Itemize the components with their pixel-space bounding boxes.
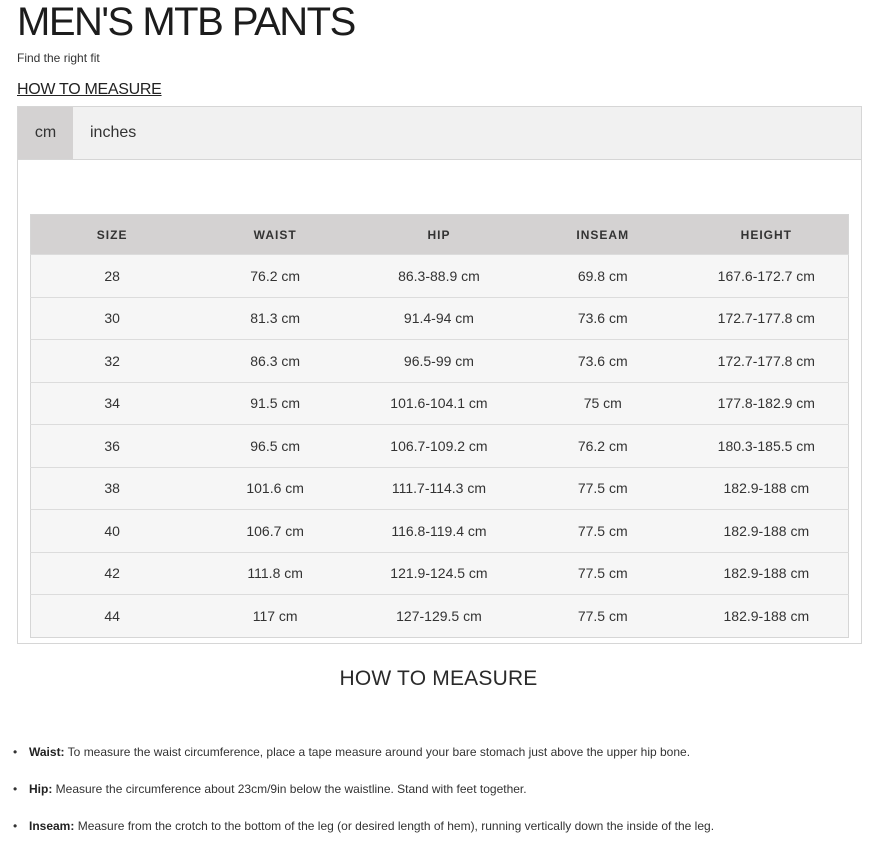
cell-size: 36 [31, 425, 194, 468]
cell-hip: 106.7-109.2 cm [357, 425, 521, 468]
cell-size: 44 [31, 595, 194, 638]
cell-hip: 96.5-99 cm [357, 340, 521, 383]
cell-hip: 116.8-119.4 cm [357, 510, 521, 553]
bullet-icon: • [13, 745, 18, 759]
measure-text-waist: To measure the waist circumference, place a tape measure around your bare stomach just above the upper hip bone. [64, 745, 691, 759]
cell-inseam: 76.2 cm [521, 425, 685, 468]
cell-height: 177.8-182.9 cm [685, 382, 849, 425]
how-to-measure-link[interactable]: HOW TO MEASURE [17, 81, 162, 98]
cell-size: 32 [31, 340, 194, 383]
unit-tabs [18, 107, 861, 160]
cell-waist: 111.8 cm [193, 552, 357, 595]
cell-waist: 96.5 cm [193, 425, 357, 468]
tab-inches[interactable]: inches [90, 124, 137, 141]
cell-size: 30 [31, 297, 194, 340]
size-chart-panel [17, 106, 862, 644]
measure-text-hip: Measure the circumference about 23cm/9in below the waistline. Stand with feet together. [52, 782, 527, 796]
cell-height: 182.9-188 cm [685, 467, 849, 510]
cell-inseam: 73.6 cm [521, 340, 685, 383]
column-header-waist: WAIST [193, 215, 357, 255]
cell-waist: 76.2 cm [193, 255, 357, 298]
cell-height: 172.7-177.8 cm [685, 340, 849, 383]
measure-instructions [13, 744, 869, 848]
bullet-icon: • [13, 819, 18, 833]
cell-inseam: 69.8 cm [521, 255, 685, 298]
tab-cm[interactable]: cm [18, 107, 73, 159]
how-to-measure-heading: HOW TO MEASURE [339, 667, 538, 690]
column-header-size: SIZE [31, 215, 194, 255]
cell-height: 182.9-188 cm [685, 510, 849, 553]
list-item [13, 744, 869, 781]
table-row [31, 382, 849, 425]
cell-size: 40 [31, 510, 194, 553]
page-subtitle: Find the right fit [17, 51, 100, 65]
cell-hip: 86.3-88.9 cm [357, 255, 521, 298]
cell-hip: 91.4-94 cm [357, 297, 521, 340]
cell-hip: 111.7-114.3 cm [357, 467, 521, 510]
measure-term-inseam: Inseam: [29, 819, 75, 833]
cell-waist: 86.3 cm [193, 340, 357, 383]
column-header-inseam: INSEAM [521, 215, 685, 255]
cell-inseam: 73.6 cm [521, 297, 685, 340]
column-header-height: HEIGHT [685, 215, 849, 255]
list-item [13, 818, 869, 848]
cell-height: 167.6-172.7 cm [685, 255, 849, 298]
cell-height: 182.9-188 cm [685, 595, 849, 638]
table-row [31, 340, 849, 383]
cell-inseam: 77.5 cm [521, 467, 685, 510]
size-table [30, 214, 849, 638]
cell-waist: 106.7 cm [193, 510, 357, 553]
cell-size: 38 [31, 467, 194, 510]
cell-hip: 121.9-124.5 cm [357, 552, 521, 595]
measure-text-inseam: Measure from the crotch to the bottom of the leg (or desired length of hem), running vertically down the inside of the leg. [74, 819, 715, 833]
cell-height: 180.3-185.5 cm [685, 425, 849, 468]
cell-hip: 127-129.5 cm [357, 595, 521, 638]
table-row [31, 510, 849, 553]
cell-size: 34 [31, 382, 194, 425]
cell-size: 42 [31, 552, 194, 595]
size-table-body [31, 255, 849, 638]
table-row [31, 255, 849, 298]
cell-waist: 81.3 cm [193, 297, 357, 340]
table-row [31, 595, 849, 638]
cell-size: 28 [31, 255, 194, 298]
cell-inseam: 77.5 cm [521, 510, 685, 553]
cell-waist: 101.6 cm [193, 467, 357, 510]
cell-waist: 91.5 cm [193, 382, 357, 425]
cell-waist: 117 cm [193, 595, 357, 638]
page-title: MEN'S MTB PANTS [17, 0, 355, 44]
column-header-hip: HIP [357, 215, 521, 255]
cell-height: 182.9-188 cm [685, 552, 849, 595]
cell-inseam: 75 cm [521, 382, 685, 425]
cell-height: 172.7-177.8 cm [685, 297, 849, 340]
measure-term-waist: Waist: [29, 745, 65, 759]
cell-inseam: 77.5 cm [521, 595, 685, 638]
measure-term-hip: Hip: [29, 782, 53, 796]
list-item [13, 781, 869, 818]
cell-inseam: 77.5 cm [521, 552, 685, 595]
cell-hip: 101.6-104.1 cm [357, 382, 521, 425]
table-row [31, 425, 849, 468]
table-row [31, 467, 849, 510]
table-row [31, 552, 849, 595]
table-row [31, 297, 849, 340]
bullet-icon: • [13, 782, 18, 796]
table-header-row [31, 215, 849, 255]
